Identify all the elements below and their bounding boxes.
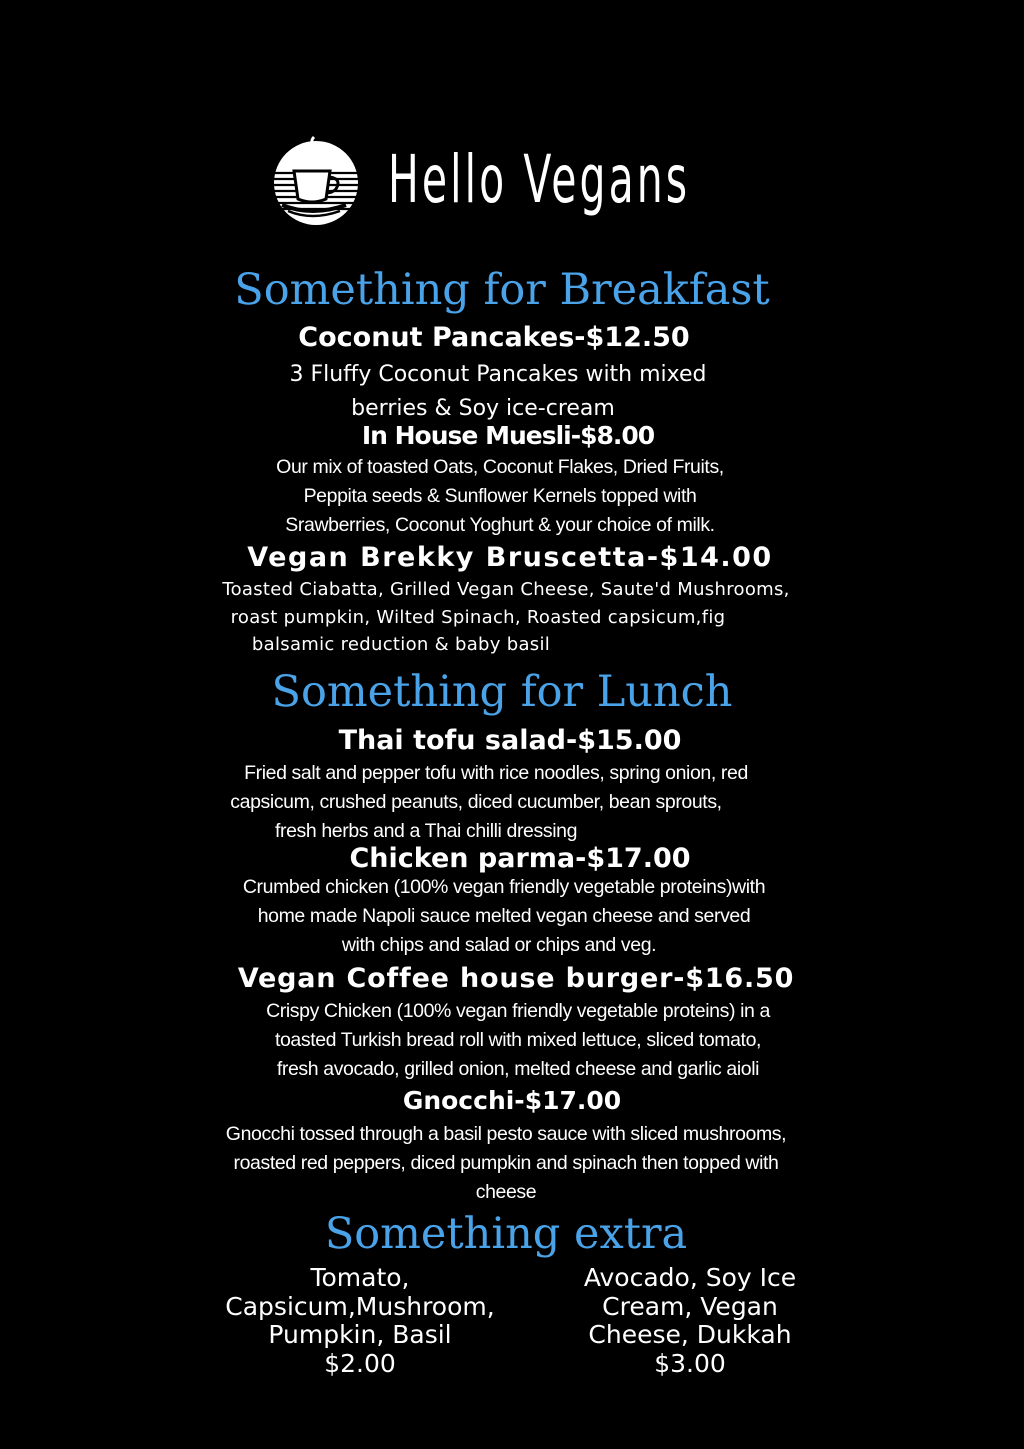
- item-desc-vegan-brekky-bruscetta: [0, 576, 1018, 659]
- extra-line: Tomato,: [310, 1263, 410, 1292]
- item-desc-gnocchi: [0, 1120, 1018, 1207]
- item-desc-vegan-coffee-house-burger: [6, 997, 1024, 1084]
- section-title-lunch: Something for Lunch: [271, 667, 733, 717]
- desc-line: Crispy Chicken (100% vegan friendly vegetable proteins) in a: [266, 1000, 770, 1022]
- desc-line: Fried salt and pepper tofu with rice noodles, spring onion, red: [244, 762, 748, 784]
- brand-name: Hello Vegans: [388, 141, 691, 218]
- item-desc-chicken-parma: [0, 873, 1016, 960]
- extra-line: Cream, Vegan: [602, 1291, 778, 1321]
- desc-line: toasted Turkish bread roll with mixed lettuce, sliced tomato,: [274, 1029, 762, 1051]
- desc-line: roast pumpkin, Wilted Spinach, Roasted capsicum,fig: [230, 606, 726, 628]
- desc-line: Our mix of toasted Oats, Coconut Flakes, Dried Fruits,: [276, 456, 724, 478]
- item-name-chicken-parma: Chicken parma-$17.00: [349, 843, 691, 874]
- desc-line: roasted red peppers, diced pumpkin and spinach then topped with: [233, 1152, 779, 1174]
- item-name-vegan-coffee-house-burger: Vegan Coffee house burger-$16.50: [237, 963, 795, 994]
- item-desc-thai-tofu-salad: [0, 759, 1008, 846]
- desc-line: fresh avocado, grilled onion, melted cheese and garlic aioli: [276, 1058, 760, 1080]
- extra-line: Capsicum,Mushroom,: [225, 1291, 495, 1321]
- item-name-gnocchi: Gnocchi-$17.00: [402, 1086, 622, 1115]
- desc-line: Toasted Ciabatta, Grilled Vegan Cheese, Saute'd Mushrooms,: [222, 579, 790, 600]
- item-name-coconut-pancakes: Coconut Pancakes-$12.50: [298, 322, 690, 353]
- desc-line: with chips and salad or chips and veg.: [341, 934, 657, 956]
- section-title-breakfast: Something for Breakfast: [234, 265, 770, 315]
- coffee-cup-icon: [270, 135, 362, 227]
- desc-line: Gnocchi tossed through a basil pesto sauce with sliced mushrooms,: [225, 1123, 787, 1145]
- desc-line: 3 Fluffy Coconut Pancakes with mixed: [289, 362, 707, 387]
- desc-line: cheese: [475, 1181, 537, 1203]
- item-name-thai-tofu-salad: Thai tofu salad-$15.00: [338, 725, 682, 756]
- extra-line: Cheese, Dukkah: [588, 1320, 792, 1349]
- desc-line: home made Napoli sauce melted vegan cheese and served: [257, 905, 751, 927]
- extra-price: $3.00: [654, 1348, 726, 1378]
- extra-line: Avocado, Soy Ice: [583, 1263, 797, 1292]
- item-name-in-house-muesli: In House Muesli-$8.00: [361, 421, 655, 450]
- extra-option-left: [210, 1264, 510, 1378]
- desc-line: Crumbed chicken (100% vegan friendly vegetable proteins)with: [242, 876, 766, 898]
- desc-line: balsamic reduction & baby basil: [251, 634, 551, 655]
- desc-line: Peppita seeds & Sunflower Kernels topped with: [303, 485, 697, 507]
- extra-price: $2.00: [324, 1348, 396, 1378]
- item-desc-coconut-pancakes: [0, 358, 1010, 426]
- desc-line: berries & Soy ice-cream: [351, 396, 615, 421]
- item-name-vegan-brekky-bruscetta: Vegan Brekky Bruscetta-$14.00: [247, 542, 773, 573]
- item-desc-in-house-muesli: [0, 453, 1012, 540]
- desc-line: capsicum, crushed peanuts, diced cucumber, bean sprouts,: [230, 791, 722, 813]
- section-title-extra: Something extra: [324, 1209, 688, 1259]
- extra-line: Pumpkin, Basil: [268, 1320, 452, 1349]
- extra-option-right: [560, 1264, 820, 1378]
- desc-line: Srawberries, Coconut Yoghurt & your choice of milk.: [285, 514, 715, 536]
- desc-line: fresh herbs and a Thai chilli dressing: [274, 820, 578, 842]
